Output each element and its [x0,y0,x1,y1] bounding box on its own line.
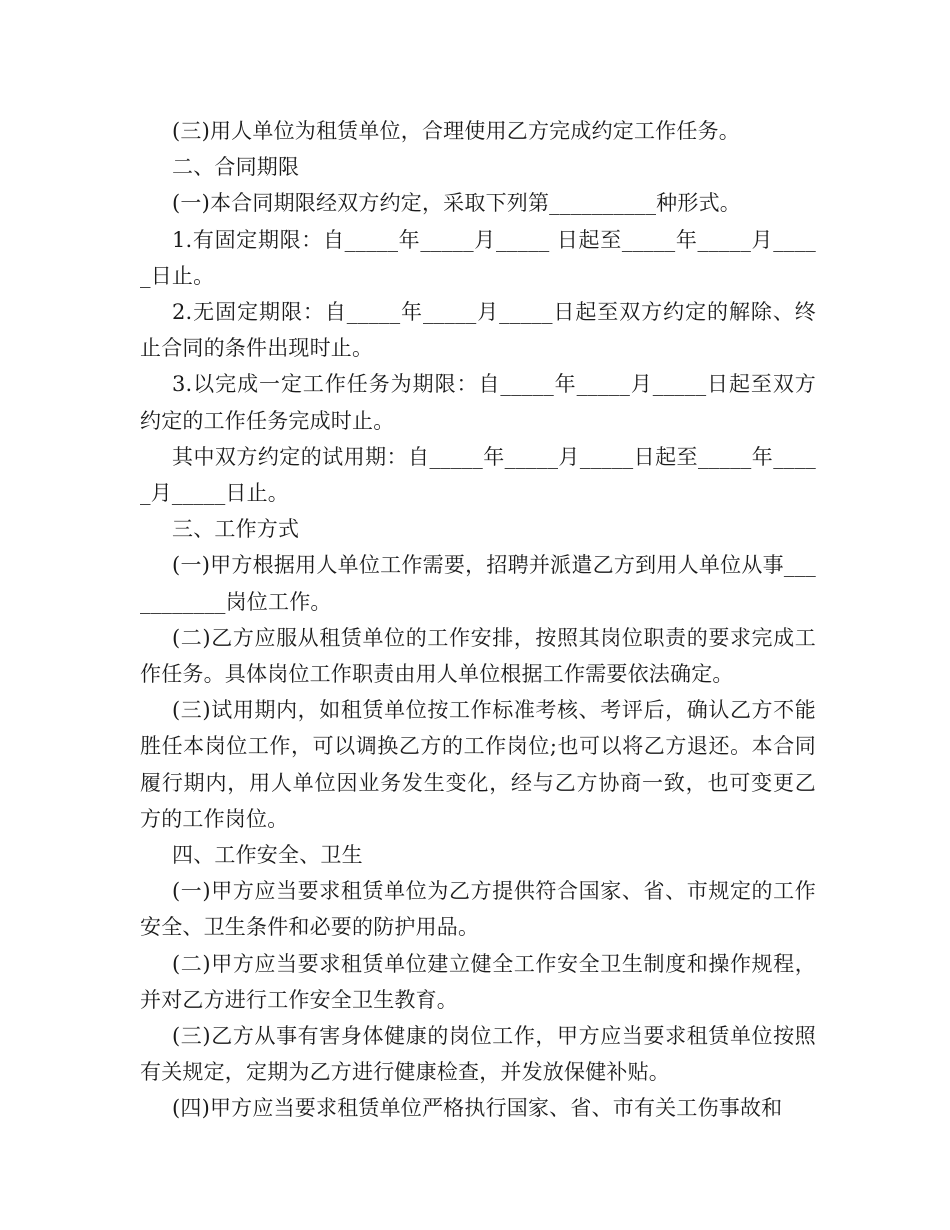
clause-open-term: 2.无固定期限：自_____年_____月_____日起至双方约定的解除、终止合同的条件出现时止。 [140,300,816,361]
clause-health-check: (三)乙方从事有害身体健康的岗位工作，甲方应当要求租赁单位按照有关规定，定期为乙方进行健康检查，并发放保健补贴。 [140,1024,816,1085]
clause-safety-rules: (二)甲方应当要求租赁单位建立健全工作安全卫生制度和操作规程，并对乙方进行工作安全卫生教育。 [140,951,816,1012]
clause-term-form: (一)本合同期限经双方约定，采取下列第__________种形式。 [172,191,741,216]
section-heading-safety-health: 四、工作安全、卫生 [172,843,363,868]
clause-dispatch-position: (一)甲方根据用人单位工作需要，招聘并派遣乙方到用人单位从事___________岗位工作。 [140,553,816,614]
section-heading-contract-term: 二、合同期限 [172,155,300,180]
clause-probation-assessment: (三)试用期内，如租赁单位按工作标准考核、考评后，确认乙方不能胜任本岗位工作，可以调换乙方的工作岗位;也可以将乙方退还。本合同履行期内，用人单位因业务发生变化，经与乙方协商一致，也可变更乙方的工作岗位。 [140,698,816,831]
clause-injury-regulations: (四)甲方应当要求租赁单位严格执行国家、省、市有关工伤事故和 [172,1096,783,1121]
clause-fixed-term: 1.有固定期限：自_____年_____月_____ 日起至_____年_____月_____日止。 [140,227,816,288]
clause-safety-conditions: (一)甲方应当要求租赁单位为乙方提供符合国家、省、市规定的工作安全、卫生条件和必要的防护用品。 [140,879,816,940]
clause-probation-period: 其中双方约定的试用期：自_____年_____月_____日起至_____年_____月_____日止。 [140,444,816,506]
clause-3-rental-unit: (三)用人单位为租赁单位，合理使用乙方完成约定工作任务。 [172,119,740,143]
clause-task-term: 3.以完成一定工作任务为期限：自_____年_____月_____日起至双方约定的工作任务完成时止。 [140,372,816,433]
section-heading-work-method: 三、工作方式 [172,517,300,542]
clause-work-arrangement: (二)乙方应服从租赁单位的工作安排，按照其岗位职责的要求完成工作任务。具体岗位工作职责由用人单位根据工作需要依法确定。 [140,625,816,687]
contract-body [140,113,816,1127]
